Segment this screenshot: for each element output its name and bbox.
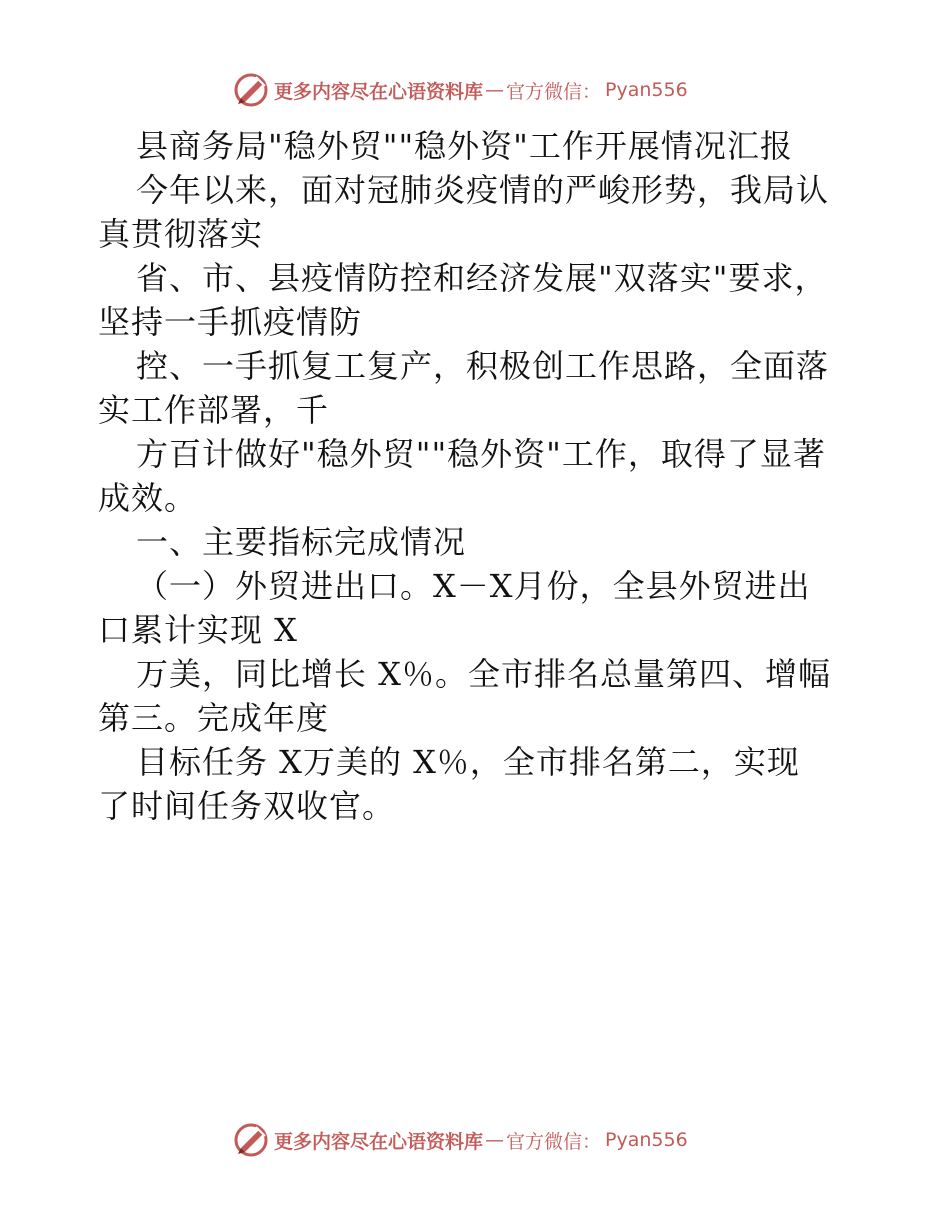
watermark-wechat-label: 官方微信：: [506, 80, 602, 103]
paragraph-line: 真贯彻落实: [98, 215, 264, 253]
watermark-text: 更多内容尽在心语资料库: [274, 80, 484, 103]
paragraph-line: 今年以来，面对冠肺炎疫情的严峻形势，我局认: [136, 171, 830, 209]
paragraph-line: 方百计做好"稳外贸""稳外资"工作，取得了显著: [136, 435, 826, 473]
watermark-wechat-label: 官方微信：: [506, 1130, 602, 1153]
watermark-text: 更多内容尽在心语资料库: [274, 1130, 484, 1153]
watermark-wechat-id: Pyan556: [605, 79, 688, 101]
paragraph-line: 实工作部署，千: [98, 391, 330, 429]
paragraph-line: 目标任务 X万美的 X％，全市排名第二，实现: [136, 743, 800, 781]
header-watermark: [232, 70, 752, 110]
paragraph-line: 万美，同比增长 X％。全市排名总量第四、增幅: [136, 655, 831, 693]
watermark-dash: —: [485, 79, 505, 101]
document-body: [98, 124, 858, 828]
subsection-heading: （一）外贸进出口。X－X月份，全县外贸进出: [136, 567, 811, 605]
watermark-wechat-id: Pyan556: [605, 1129, 688, 1151]
paragraph-line: 控、一手抓复工复产，积极创工作思路，全面落: [136, 347, 830, 385]
document-title: 县商务局"稳外贸""稳外资"工作开展情况汇报: [136, 127, 793, 165]
paragraph-line: 成效。: [98, 479, 198, 517]
footer-watermark: [232, 1120, 752, 1160]
paragraph-line: 了时间任务双收官。: [98, 787, 396, 825]
pen-logo-icon: [232, 71, 270, 109]
paragraph-line: 第三。完成年度: [98, 699, 330, 737]
paragraph-line: 省、市、县疫情防控和经济发展"双落实"要求，: [136, 259, 828, 297]
pen-logo-icon: [232, 1121, 270, 1159]
paragraph-line: 坚持一手抓疫情防: [98, 303, 363, 341]
paragraph-line: 口累计实现 X: [98, 611, 298, 649]
section-heading: 一、主要指标完成情况: [136, 523, 467, 561]
watermark-dash: —: [485, 1129, 505, 1151]
